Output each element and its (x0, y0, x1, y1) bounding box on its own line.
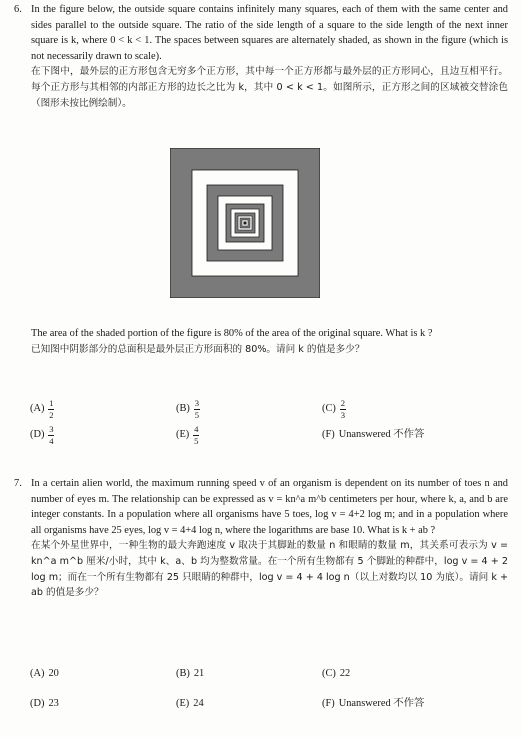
choice-text: 20 (48, 668, 59, 680)
choice-label: (A) (30, 668, 45, 680)
choice-d[interactable] (30, 696, 176, 712)
choice-a[interactable] (30, 666, 176, 682)
choice-label: (E) (176, 429, 190, 441)
square-ring-11 (244, 222, 247, 225)
choice-c[interactable] (322, 399, 468, 419)
question-text-chinese: 已知图中阴影部分的总面积是最外层正方形面积的 80%。请问 k 的值是多少？ (31, 343, 365, 355)
problem-6-question (31, 326, 508, 357)
choice-label: (D) (30, 429, 45, 441)
choice-fraction: $\frac{4}{5}$ (194, 423, 199, 446)
choice-text: 21 (193, 668, 205, 680)
choice-text: Unanswered 不作答 (338, 698, 425, 710)
choice-fraction: $\frac{1}{2}$ (49, 397, 54, 420)
choice-label: (C) (322, 403, 336, 415)
choice-b[interactable] (176, 399, 322, 419)
choice-c[interactable] (322, 666, 468, 682)
choice-fraction: $\frac{2}{3}$ (340, 397, 345, 420)
choice-d[interactable] (30, 425, 176, 445)
choice-text: 24 (193, 698, 204, 710)
problem-text-english: In a certain alien world, the maximum running speed v of an organism is dependent on its number of toes n and number of eyes m. The relationship can be expressed as v = kn^a m^b centimeters per hour, where k, a, and b are integer constants. In a population where all organisms have 5 toes, log v = 4+2 log m; and in a population where all organisms have 25 eyes, log v = 4+4 log n, where the logarithms are base 10. What is k + ab ? (31, 478, 508, 536)
choice-b[interactable] (176, 666, 322, 682)
choice-label: (B) (176, 668, 190, 680)
choice-label: (A) (30, 403, 45, 415)
choice-label: (C) (322, 668, 336, 680)
choice-fraction: $\frac{3}{4}$ (49, 423, 54, 446)
problem-number: 6. (14, 4, 22, 15)
choice-fraction: $\frac{3}{5}$ (194, 397, 199, 420)
choice-label: (B) (176, 403, 190, 415)
choice-e[interactable] (176, 696, 322, 712)
problem-7 (14, 476, 508, 601)
choice-text: 23 (48, 698, 59, 710)
problem-7-choices (30, 659, 500, 719)
choice-a[interactable] (30, 399, 176, 419)
problem-text-chinese: 在某个外星世界中，一种生物的最大奔跑速度 v 取决于其脚趾的数量 n 和眼睛的数量 m，其关系可表示为 v = kn^a m^b 厘米/小时，其中 k、a、b 均为整数常量。在一个所有生物都有 5 个脚趾的种群中，log v = 4 + 2 log m；而在一个所有生物都有 25 只眼睛的种群中，log v = 4 + 4 log n（以上对数均以 10 为底）。请问 k + ab 的值是多少？ (31, 540, 508, 599)
choice-label: (D) (30, 698, 45, 710)
problem-6-choices (30, 396, 500, 448)
problem-6 (14, 2, 508, 111)
nested-squares-figure (170, 148, 320, 298)
choice-text: 22 (339, 668, 351, 680)
choice-label: (E) (176, 698, 190, 710)
choice-text: Unanswered 不作答 (338, 429, 425, 441)
problem-text-english: In the figure below, the outside square contains infinitely many squares, each of them with the same center and sides parallel to the outside square. The ratio of the side length of a square to the side length of the next inner square is k, where 0 < k < 1. The spaces between squares are alternately shaded, as shown in the figure (which is not necessarily drawn to scale). (31, 4, 508, 62)
choice-e[interactable] (176, 425, 322, 445)
question-text-english: The area of the shaded portion of the figure is 80% of the area of the original square. What is k ? (31, 328, 433, 339)
choice-label: (F) (322, 429, 335, 441)
choice-f[interactable] (322, 696, 468, 712)
choice-f[interactable] (322, 427, 468, 443)
problem-text-chinese: 在下图中，最外层的正方形包含无穷多个正方形，其中每一个正方形都与最外层的正方形同心，且边互相平行。每个正方形与其相邻的内部正方形的边长之比为 k，其中 0 < k < 1。如图所示，正方形之间的区域被交替涂色（图形未按比例绘制）。 (31, 66, 508, 109)
choice-label: (F) (322, 698, 335, 710)
problem-number: 7. (14, 478, 22, 489)
